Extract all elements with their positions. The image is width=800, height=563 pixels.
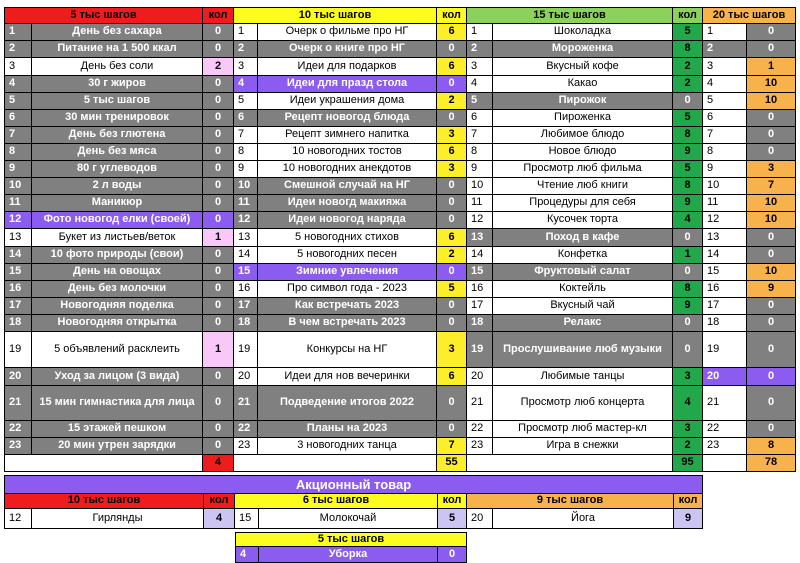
count-5k[interactable]: 0	[203, 212, 234, 229]
row-number-15k[interactable]: 20	[467, 368, 493, 386]
row-number-15k[interactable]: 11	[467, 195, 493, 212]
header-5k-title[interactable]: 5 тыс шагов	[4, 7, 203, 24]
count-15k[interactable]: 8	[673, 281, 703, 298]
task-10k[interactable]: Смешной случай на НГ	[258, 178, 437, 195]
row-number-10k[interactable]: 18	[234, 315, 258, 332]
count-10k[interactable]: 0	[437, 298, 467, 315]
count-5k[interactable]: 0	[203, 178, 234, 195]
total-10k-blank[interactable]	[234, 455, 437, 472]
row-number-10k[interactable]: 6	[234, 110, 258, 127]
count-10k[interactable]: 0	[437, 178, 467, 195]
count-15k[interactable]: 5	[673, 161, 703, 178]
count-10k[interactable]: 6	[437, 144, 467, 161]
row-number-10k[interactable]: 10	[234, 178, 258, 195]
task-15k[interactable]: Вкусный чай	[493, 298, 673, 315]
row-number-10k[interactable]: 22	[234, 421, 258, 438]
count-10k[interactable]: 0	[437, 195, 467, 212]
row-number-10k[interactable]: 9	[234, 161, 258, 178]
row-number-10k[interactable]: 21	[234, 386, 258, 421]
row-number-20k[interactable]: 19	[703, 332, 747, 368]
row-number-5k[interactable]: 22	[4, 421, 32, 438]
task-15k[interactable]: Поход в кафе	[493, 229, 673, 247]
task-5k[interactable]: 20 мин утрен зарядки	[32, 438, 203, 455]
task-15k[interactable]: Какао	[493, 76, 673, 93]
row-number-20k[interactable]: 9	[703, 161, 747, 178]
header-10k-kol[interactable]: кол	[437, 7, 467, 24]
count-20k[interactable]: 8	[747, 438, 796, 455]
row-number-20k[interactable]: 4	[703, 76, 747, 93]
count-5k[interactable]: 0	[203, 110, 234, 127]
task-10k[interactable]: В чем встречать 2023	[258, 315, 437, 332]
count-20k[interactable]: 3	[747, 161, 796, 178]
row-number-10k[interactable]: 15	[234, 264, 258, 281]
count-15k[interactable]: 4	[673, 386, 703, 421]
promo-10k-kol[interactable]: кол	[204, 494, 235, 509]
count-20k[interactable]: 0	[747, 368, 796, 386]
promo-item-name[interactable]: Йога	[493, 509, 674, 529]
count-5k[interactable]: 0	[203, 264, 234, 281]
header-20k-title[interactable]: 20 тыс шагов	[703, 7, 796, 24]
total-20k-blank[interactable]	[703, 455, 747, 472]
row-number-20k[interactable]: 23	[703, 438, 747, 455]
row-number-5k[interactable]: 8	[4, 144, 32, 161]
count-20k[interactable]: 0	[747, 315, 796, 332]
task-15k[interactable]: Прослушивание люб музыки	[493, 332, 673, 368]
count-15k[interactable]: 3	[673, 421, 703, 438]
row-number-15k[interactable]: 14	[467, 247, 493, 264]
count-20k[interactable]: 10	[747, 195, 796, 212]
promo-item-name[interactable]: Гирлянды	[32, 509, 204, 529]
row-number-5k[interactable]: 15	[4, 264, 32, 281]
task-15k[interactable]: Релакс	[493, 315, 673, 332]
task-15k[interactable]: Просмотр люб концерта	[493, 386, 673, 421]
row-number-15k[interactable]: 9	[467, 161, 493, 178]
count-5k[interactable]: 0	[203, 298, 234, 315]
row-number-15k[interactable]: 7	[467, 127, 493, 144]
row-number-5k[interactable]: 21	[4, 386, 32, 421]
row-number-10k[interactable]: 2	[234, 41, 258, 58]
row-number-5k[interactable]: 11	[4, 195, 32, 212]
row-number-10k[interactable]: 4	[234, 76, 258, 93]
count-5k[interactable]: 2	[203, 58, 234, 76]
row-number-10k[interactable]: 17	[234, 298, 258, 315]
row-number-15k[interactable]: 18	[467, 315, 493, 332]
task-10k[interactable]: Идеи для празд стола	[258, 76, 437, 93]
row-number-5k[interactable]: 23	[4, 438, 32, 455]
count-15k[interactable]: 0	[673, 264, 703, 281]
task-5k[interactable]: Букет из листьев/веток	[32, 229, 203, 247]
count-15k[interactable]: 4	[673, 212, 703, 229]
task-15k[interactable]: Любимые танцы	[493, 368, 673, 386]
count-20k[interactable]: 1	[747, 58, 796, 76]
count-5k[interactable]: 0	[203, 247, 234, 264]
count-10k[interactable]: 2	[437, 93, 467, 110]
task-5k[interactable]: 5 тыс шагов	[32, 93, 203, 110]
task-10k[interactable]: Подведение итогов 2022	[258, 386, 437, 421]
task-15k[interactable]: Просмотр люб мастер-кл	[493, 421, 673, 438]
row-number-5k[interactable]: 4	[4, 76, 32, 93]
count-20k[interactable]: 10	[747, 212, 796, 229]
task-5k[interactable]: 10 фото природы (свои)	[32, 247, 203, 264]
row-number-5k[interactable]: 19	[4, 332, 32, 368]
count-15k[interactable]: 2	[673, 58, 703, 76]
task-15k[interactable]: Вкусный кофе	[493, 58, 673, 76]
count-10k[interactable]: 0	[437, 212, 467, 229]
row-number-20k[interactable]: 11	[703, 195, 747, 212]
task-10k[interactable]: Очерк о фильме про НГ	[258, 24, 437, 41]
count-10k[interactable]: 0	[437, 315, 467, 332]
task-10k[interactable]: Как встречать 2023	[258, 298, 437, 315]
task-5k[interactable]: Маникюр	[32, 195, 203, 212]
task-15k[interactable]: Пироженка	[493, 110, 673, 127]
count-10k[interactable]: 6	[437, 58, 467, 76]
promo-item-number[interactable]: 4	[235, 547, 259, 563]
count-15k[interactable]: 8	[673, 41, 703, 58]
row-number-5k[interactable]: 10	[4, 178, 32, 195]
promo-6k-kol[interactable]: кол	[438, 494, 467, 509]
task-10k[interactable]: Идеи новогод наряда	[258, 212, 437, 229]
row-number-15k[interactable]: 13	[467, 229, 493, 247]
row-number-20k[interactable]: 8	[703, 144, 747, 161]
task-5k[interactable]: Уход за лицом (3 вида)	[32, 368, 203, 386]
row-number-20k[interactable]: 16	[703, 281, 747, 298]
task-10k[interactable]: Про символ года - 2023	[258, 281, 437, 298]
count-5k[interactable]: 0	[203, 41, 234, 58]
count-15k[interactable]: 5	[673, 110, 703, 127]
count-5k[interactable]: 1	[203, 332, 234, 368]
count-20k[interactable]: 0	[747, 144, 796, 161]
row-number-10k[interactable]: 16	[234, 281, 258, 298]
count-10k[interactable]: 0	[437, 264, 467, 281]
count-20k[interactable]: 7	[747, 178, 796, 195]
count-20k[interactable]: 0	[747, 229, 796, 247]
row-number-10k[interactable]: 5	[234, 93, 258, 110]
count-15k[interactable]: 0	[673, 93, 703, 110]
task-15k[interactable]: Просмотр люб фильма	[493, 161, 673, 178]
task-10k[interactable]: 10 новогодних тостов	[258, 144, 437, 161]
promo-item-count[interactable]: 0	[438, 547, 467, 563]
row-number-20k[interactable]: 21	[703, 386, 747, 421]
promo-10k-title[interactable]: 10 тыс шагов	[4, 494, 204, 509]
count-20k[interactable]: 0	[747, 298, 796, 315]
promo-item-count[interactable]: 4	[204, 509, 235, 529]
task-15k[interactable]: Шоколадка	[493, 24, 673, 41]
count-15k[interactable]: 0	[673, 315, 703, 332]
promo-item-count[interactable]: 9	[674, 509, 703, 529]
row-number-20k[interactable]: 3	[703, 58, 747, 76]
count-20k[interactable]: 0	[747, 127, 796, 144]
count-15k[interactable]: 5	[673, 24, 703, 41]
row-number-5k[interactable]: 6	[4, 110, 32, 127]
task-10k[interactable]: Рецепт зимнего напитка	[258, 127, 437, 144]
count-5k[interactable]: 0	[203, 386, 234, 421]
row-number-5k[interactable]: 7	[4, 127, 32, 144]
promo-6k-title[interactable]: 6 тыс шагов	[235, 494, 438, 509]
row-number-10k[interactable]: 7	[234, 127, 258, 144]
row-number-20k[interactable]: 10	[703, 178, 747, 195]
promo-item-number[interactable]: 20	[467, 509, 493, 529]
count-5k[interactable]: 0	[203, 195, 234, 212]
count-15k[interactable]: 0	[673, 229, 703, 247]
count-20k[interactable]: 0	[747, 247, 796, 264]
count-20k[interactable]: 10	[747, 264, 796, 281]
count-5k[interactable]: 0	[203, 438, 234, 455]
task-5k[interactable]: 30 мин тренировок	[32, 110, 203, 127]
task-5k[interactable]: День без соли	[32, 58, 203, 76]
count-5k[interactable]: 0	[203, 144, 234, 161]
promo-9k-title[interactable]: 9 тыс шагов	[467, 494, 674, 509]
row-number-15k[interactable]: 8	[467, 144, 493, 161]
task-5k[interactable]: День без глютена	[32, 127, 203, 144]
count-5k[interactable]: 0	[203, 281, 234, 298]
row-number-20k[interactable]: 5	[703, 93, 747, 110]
task-15k[interactable]: Новое блюдо	[493, 144, 673, 161]
row-number-15k[interactable]: 6	[467, 110, 493, 127]
row-number-15k[interactable]: 12	[467, 212, 493, 229]
row-number-5k[interactable]: 13	[4, 229, 32, 247]
row-number-10k[interactable]: 1	[234, 24, 258, 41]
row-number-5k[interactable]: 1	[4, 24, 32, 41]
row-number-20k[interactable]: 12	[703, 212, 747, 229]
task-5k[interactable]: 2 л воды	[32, 178, 203, 195]
task-5k[interactable]: 30 г жиров	[32, 76, 203, 93]
total-20k[interactable]: 78	[747, 455, 796, 472]
row-number-10k[interactable]: 19	[234, 332, 258, 368]
task-10k[interactable]: 10 новогодних анекдотов	[258, 161, 437, 178]
row-number-15k[interactable]: 2	[467, 41, 493, 58]
promo-5k-title[interactable]: 5 тыс шагов	[235, 532, 467, 547]
task-5k[interactable]: Фото новогод елки (своей)	[32, 212, 203, 229]
count-20k[interactable]: 0	[747, 110, 796, 127]
promo-item-name[interactable]: Молокочай	[259, 509, 438, 529]
task-15k[interactable]: Фруктовый салат	[493, 264, 673, 281]
count-20k[interactable]: 0	[747, 41, 796, 58]
row-number-15k[interactable]: 10	[467, 178, 493, 195]
task-15k[interactable]: Пирожок	[493, 93, 673, 110]
count-10k[interactable]: 3	[437, 332, 467, 368]
task-10k[interactable]: Конкурсы на НГ	[258, 332, 437, 368]
row-number-5k[interactable]: 2	[4, 41, 32, 58]
task-15k[interactable]: Конфетка	[493, 247, 673, 264]
task-5k[interactable]: Новогодняя открытка	[32, 315, 203, 332]
total-5k[interactable]: 4	[203, 455, 234, 472]
row-number-20k[interactable]: 22	[703, 421, 747, 438]
task-10k[interactable]: Рецепт новогод блюда	[258, 110, 437, 127]
task-10k[interactable]: Идеи украшения дома	[258, 93, 437, 110]
count-10k[interactable]: 0	[437, 110, 467, 127]
count-10k[interactable]: 3	[437, 161, 467, 178]
count-5k[interactable]: 0	[203, 76, 234, 93]
count-10k[interactable]: 0	[437, 76, 467, 93]
row-number-20k[interactable]: 6	[703, 110, 747, 127]
row-number-10k[interactable]: 8	[234, 144, 258, 161]
count-15k[interactable]: 8	[673, 127, 703, 144]
row-number-20k[interactable]: 13	[703, 229, 747, 247]
count-5k[interactable]: 0	[203, 24, 234, 41]
row-number-5k[interactable]: 16	[4, 281, 32, 298]
task-10k[interactable]: Планы на 2023	[258, 421, 437, 438]
count-10k[interactable]: 0	[437, 421, 467, 438]
row-number-5k[interactable]: 9	[4, 161, 32, 178]
count-15k[interactable]: 8	[673, 178, 703, 195]
total-10k[interactable]: 55	[437, 455, 467, 472]
task-5k[interactable]: 15 этажей пешком	[32, 421, 203, 438]
row-number-5k[interactable]: 12	[4, 212, 32, 229]
count-5k[interactable]: 0	[203, 127, 234, 144]
count-15k[interactable]: 9	[673, 195, 703, 212]
task-5k[interactable]: День без мяса	[32, 144, 203, 161]
row-number-5k[interactable]: 14	[4, 247, 32, 264]
task-5k[interactable]: 5 объявлений расклеить	[32, 332, 203, 368]
task-10k[interactable]: Очерк о книге про НГ	[258, 41, 437, 58]
task-5k[interactable]: День без сахара	[32, 24, 203, 41]
row-number-15k[interactable]: 5	[467, 93, 493, 110]
header-10k-title[interactable]: 10 тыс шагов	[234, 7, 437, 24]
task-10k[interactable]: Идеи для нов вечеринки	[258, 368, 437, 386]
row-number-20k[interactable]: 18	[703, 315, 747, 332]
count-10k[interactable]: 0	[437, 41, 467, 58]
count-5k[interactable]: 1	[203, 229, 234, 247]
task-10k[interactable]: 5 новогодних песен	[258, 247, 437, 264]
count-10k[interactable]: 5	[437, 281, 467, 298]
promo-9k-kol[interactable]: кол	[674, 494, 703, 509]
row-number-10k[interactable]: 23	[234, 438, 258, 455]
task-5k[interactable]: Новогодняя поделка	[32, 298, 203, 315]
task-10k[interactable]: Зимние увлечения	[258, 264, 437, 281]
row-number-15k[interactable]: 21	[467, 386, 493, 421]
task-15k[interactable]: Процедуры для себя	[493, 195, 673, 212]
task-10k[interactable]: Идеи новогд макияжа	[258, 195, 437, 212]
task-15k[interactable]: Мороженка	[493, 41, 673, 58]
count-20k[interactable]: 0	[747, 386, 796, 421]
count-20k[interactable]: 0	[747, 24, 796, 41]
count-20k[interactable]: 10	[747, 93, 796, 110]
count-10k[interactable]: 2	[437, 247, 467, 264]
task-15k[interactable]: Любимое блюдо	[493, 127, 673, 144]
promo-item-count[interactable]: 5	[438, 509, 467, 529]
count-5k[interactable]: 0	[203, 368, 234, 386]
count-20k[interactable]: 9	[747, 281, 796, 298]
row-number-20k[interactable]: 20	[703, 368, 747, 386]
count-10k[interactable]: 6	[437, 368, 467, 386]
row-number-5k[interactable]: 17	[4, 298, 32, 315]
promo-item-number[interactable]: 12	[4, 509, 32, 529]
row-number-10k[interactable]: 20	[234, 368, 258, 386]
row-number-20k[interactable]: 14	[703, 247, 747, 264]
header-5k-kol[interactable]: кол	[203, 7, 234, 24]
promo-item-name[interactable]: Уборка	[259, 547, 438, 563]
row-number-15k[interactable]: 23	[467, 438, 493, 455]
task-15k[interactable]: Игра в снежки	[493, 438, 673, 455]
count-10k[interactable]: 6	[437, 24, 467, 41]
count-5k[interactable]: 0	[203, 421, 234, 438]
count-5k[interactable]: 0	[203, 315, 234, 332]
row-number-20k[interactable]: 15	[703, 264, 747, 281]
row-number-5k[interactable]: 20	[4, 368, 32, 386]
task-15k[interactable]: Кусочек торта	[493, 212, 673, 229]
total-15k[interactable]: 95	[673, 455, 703, 472]
row-number-10k[interactable]: 13	[234, 229, 258, 247]
row-number-15k[interactable]: 15	[467, 264, 493, 281]
count-10k[interactable]: 6	[437, 229, 467, 247]
count-15k[interactable]: 2	[673, 438, 703, 455]
count-20k[interactable]: 0	[747, 332, 796, 368]
count-20k[interactable]: 10	[747, 76, 796, 93]
row-number-15k[interactable]: 16	[467, 281, 493, 298]
task-10k[interactable]: Идеи для подарков	[258, 58, 437, 76]
total-5k-blank[interactable]	[4, 455, 203, 472]
row-number-20k[interactable]: 7	[703, 127, 747, 144]
task-5k[interactable]: День на овощах	[32, 264, 203, 281]
count-15k[interactable]: 2	[673, 76, 703, 93]
row-number-20k[interactable]: 1	[703, 24, 747, 41]
task-5k[interactable]: 80 г углеводов	[32, 161, 203, 178]
row-number-5k[interactable]: 5	[4, 93, 32, 110]
count-5k[interactable]: 0	[203, 93, 234, 110]
count-15k[interactable]: 1	[673, 247, 703, 264]
count-15k[interactable]: 3	[673, 368, 703, 386]
task-5k[interactable]: День без молочки	[32, 281, 203, 298]
row-number-20k[interactable]: 2	[703, 41, 747, 58]
task-10k[interactable]: 5 новогодних стихов	[258, 229, 437, 247]
task-15k[interactable]: Коктейль	[493, 281, 673, 298]
task-5k[interactable]: Питание на 1 500 ккал	[32, 41, 203, 58]
row-number-10k[interactable]: 3	[234, 58, 258, 76]
row-number-10k[interactable]: 12	[234, 212, 258, 229]
header-15k-title[interactable]: 15 тыс шагов	[467, 7, 673, 24]
row-number-15k[interactable]: 3	[467, 58, 493, 76]
row-number-5k[interactable]: 18	[4, 315, 32, 332]
count-5k[interactable]: 0	[203, 161, 234, 178]
row-number-5k[interactable]: 3	[4, 58, 32, 76]
promo-title[interactable]: Акционный товар	[4, 475, 703, 494]
header-15k-kol[interactable]: кол	[673, 7, 703, 24]
task-10k[interactable]: 3 новогодних танца	[258, 438, 437, 455]
row-number-15k[interactable]: 19	[467, 332, 493, 368]
row-number-15k[interactable]: 17	[467, 298, 493, 315]
row-number-20k[interactable]: 17	[703, 298, 747, 315]
total-15k-blank[interactable]	[467, 455, 673, 472]
count-20k[interactable]: 0	[747, 421, 796, 438]
row-number-15k[interactable]: 4	[467, 76, 493, 93]
spreadsheet	[4, 7, 796, 560]
promo-item-number[interactable]: 15	[235, 509, 259, 529]
row-number-15k[interactable]: 22	[467, 421, 493, 438]
count-15k[interactable]: 9	[673, 298, 703, 315]
count-15k[interactable]: 9	[673, 144, 703, 161]
count-10k[interactable]: 7	[437, 438, 467, 455]
task-5k[interactable]: 15 мин гимнастика для лица	[32, 386, 203, 421]
row-number-10k[interactable]: 11	[234, 195, 258, 212]
count-15k[interactable]: 0	[673, 332, 703, 368]
task-15k[interactable]: Чтение люб книги	[493, 178, 673, 195]
row-number-10k[interactable]: 14	[234, 247, 258, 264]
count-10k[interactable]: 0	[437, 386, 467, 421]
row-number-15k[interactable]: 1	[467, 24, 493, 41]
count-10k[interactable]: 3	[437, 127, 467, 144]
